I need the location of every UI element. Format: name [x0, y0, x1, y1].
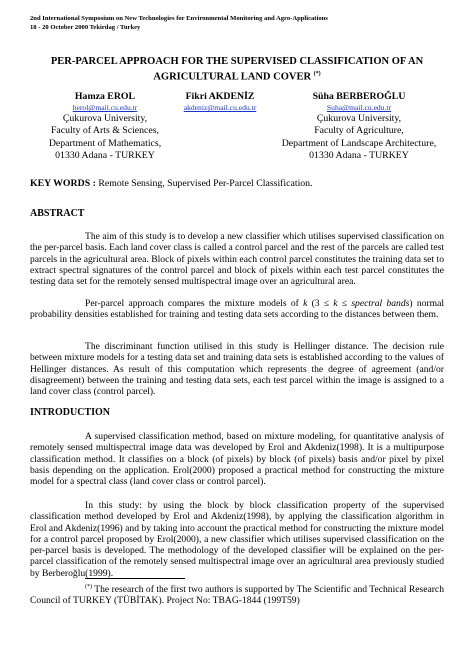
author-affiliation-line: Department of Mathematics, — [48, 137, 162, 149]
keywords-text: Remote Sensing, Supervised Per-Parcel Classification. — [95, 178, 313, 189]
author-name: Fikri AKDENİZ — [185, 91, 255, 102]
text-run: (3 ≤ — [307, 298, 334, 309]
text-run: ≤ — [337, 298, 352, 309]
author-email[interactable]: akdeniz@mail.cu.edu.tr — [183, 103, 257, 113]
author-affiliation-line: Çukurova University, — [62, 113, 148, 125]
footnote-text: The research of the first two authors is supported by The Scientific and Technical Research Council of TURKEY (TÜBİTAK). Project No: TBAG-1844 (199T59) — [30, 584, 444, 607]
author-block — [30, 91, 444, 161]
math-term: spectral bands — [351, 298, 410, 309]
text-run: Per-parcel approach compares the mixture models of — [85, 298, 304, 309]
abstract-paragraph-3: The discriminant function utilised in this study is Hellinger distance. The decision rule between mixture models for a testing data set and training data sets is established according to the values of Hellinger distances. As result of this computation which represents the degree of agreement (and/or disagreement) between the training and testing data sets, each test parcel within the image is assigned to a land cover class (control parcel). — [30, 341, 444, 398]
footnote-marker: (*) — [85, 584, 92, 590]
author-affiliation-line: 01330 Adana - TURKEY — [55, 149, 155, 161]
intro-paragraph-2: In this study: by using the block by block classification property of the supervised classification method developed by Erol and Akdeniz(1998), by applying the classification algorithm in Erol and Akdeniz(1996) and by taking into account the practical method for constructing the mixture model for a control parcel proposed by Erol(2000), a new classifier which utilises supervised classification on the per-parcel basis is developed. The methodology of the developed classifier will be explained on the per-parcel classification of the remotely sensed multispectral image over an agricultural area previously studied by Berberoğlu(1999). — [30, 500, 444, 579]
author-3 — [274, 91, 444, 162]
paper-title — [30, 56, 444, 84]
conference-line-2: 18 - 20 October 2000 Tekirdag / Turkey — [30, 24, 141, 31]
author-affiliation-line: Çukurova University, — [316, 113, 402, 125]
math-var: k — [333, 298, 338, 309]
author-email[interactable]: herol@mail.cu.edu.tr — [72, 103, 138, 113]
author-2 — [155, 91, 285, 113]
text-run: ) normal probability densities established for training and testing data sets according to the distances between them. — [30, 298, 444, 321]
conference-header — [30, 14, 328, 32]
author-affiliation-line: 01330 Adana - TURKEY — [309, 149, 409, 161]
keywords-label: KEY WORDS : — [30, 178, 96, 189]
author-affiliation-line: Faculty of Arts & Sciences, — [50, 125, 160, 137]
math-var: k — [303, 298, 308, 309]
title-footnote-marker: (*) — [313, 71, 321, 77]
author-affiliation-line: Faculty of Agriculture, — [314, 125, 404, 137]
footnote — [30, 582, 444, 607]
author-name: Süha BERBEROĞLU — [312, 91, 406, 102]
abstract-paragraph-2 — [30, 298, 444, 321]
abstract-paragraph-1: The aim of this study is to develop a new classifier which utilises supervised classification on the per-parcel basis. Each land cover class is called a control parcel and the rest of the parcels are called test parcels in the agricultural area. Block of pixels within each control parcel constitutes the training data set to extract spectral signatures of the control parcel and block of pixels within each test parcel constitutes the testing data set for the remotely sensed multispectral image over an agricultural area. — [30, 231, 445, 288]
author-affiliation-line: Department of Landscape Architecture, — [281, 137, 437, 149]
keywords — [30, 178, 313, 189]
introduction-heading: INTRODUCTION — [30, 407, 111, 418]
title-line-2 — [30, 68, 444, 84]
intro-paragraph-1: A supervised classification method, based on mixture modeling, for quantitative analysis of remotely sensed multispectral image data was developed by Erol and Akdeniz(1998). It is a multipurpose classification method. It classifies on a block (of pixels) by block (of pixels) basis and/or pixel by pixel basis depending on the application. Erol(2000) proposed a practical method for constructing the mixture model for a spectral class (land cover class or control parcel). — [30, 431, 444, 488]
author-email[interactable]: Suha@mail.cu.edu.tr — [326, 103, 392, 113]
footnote-rule — [85, 578, 185, 579]
title-line-1: PER-PARCEL APPROACH FOR THE SUPERVISED CLASSIFICATION OF AN — [50, 56, 424, 67]
conference-line-1: 2nd International Symposium on New Technologies for Environmental Monitoring and Agro-Applications — [30, 15, 328, 22]
title-line-2-text: AGRICULTURAL LAND COVER — [153, 71, 312, 83]
abstract-heading: ABSTRACT — [30, 208, 85, 219]
author-name: Hamza EROL — [74, 91, 136, 102]
